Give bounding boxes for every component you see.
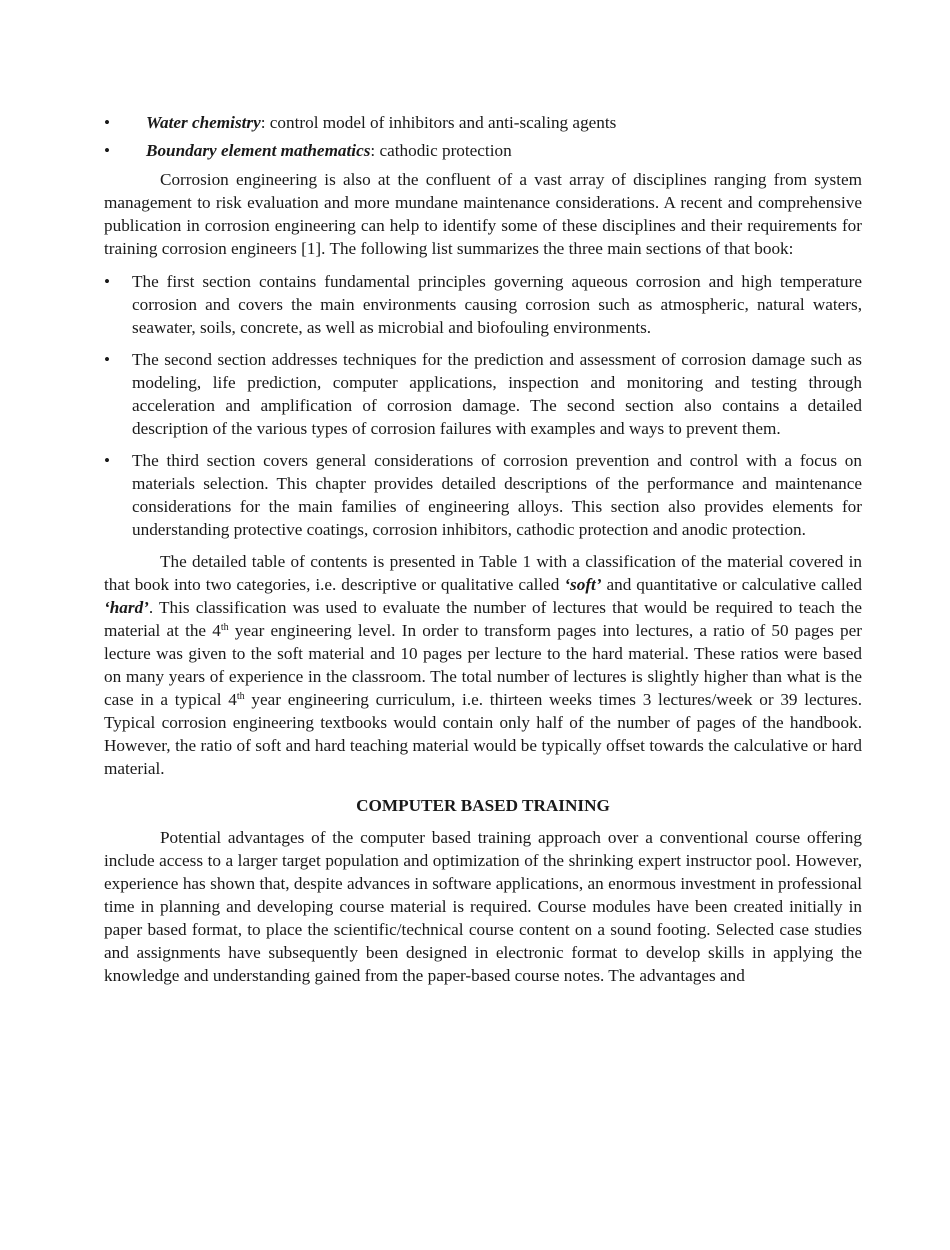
- book-sections-list: [104, 270, 862, 541]
- bullet-icon: •: [104, 272, 111, 291]
- discipline-list: [104, 111, 862, 162]
- bullet-icon: •: [104, 451, 111, 470]
- superscript: th: [236, 691, 245, 702]
- bullet-icon: •: [104, 113, 111, 132]
- list-item: [104, 111, 862, 134]
- document-page: [104, 111, 862, 997]
- list-term: Boundary element mathematics: [146, 141, 371, 160]
- bullet-icon: •: [104, 350, 111, 369]
- list-item: [104, 449, 862, 541]
- paragraph-intro: Corrosion engineering is also at the confluent of a vast array of disciplines ranging from system management to risk evaluation and more mundane maintenance considerations. A recent and comprehensive publication in corrosion engineering can help to identify some of these disciplines and their requirements for training corrosion engineers [1]. The following list summarizes the three main sections of that book:: [104, 170, 862, 258]
- hard-term: ‘hard’: [104, 598, 149, 617]
- text-run: and quantitative or calculative called: [601, 575, 862, 594]
- text-run: . This classification was used to evaluate the number of lectures that would be required to teach the material at the 4: [104, 598, 862, 640]
- list-text: The second section addresses techniques for the prediction and assessment of corrosion damage such as modeling, life prediction, computer applications, inspection and monitoring and testing through acceleration and amplification of corrosion damage. The second section also contains a detailed description of the various types of corrosion failures with examples and ways to prevent them.: [132, 350, 862, 438]
- section-heading: COMPUTER BASED TRAINING: [356, 796, 610, 815]
- list-term: Water chemistry: [146, 113, 261, 132]
- list-item: [104, 139, 862, 162]
- soft-term: ‘soft’: [564, 575, 602, 594]
- list-text: : control model of inhibitors and anti-scaling agents: [260, 113, 617, 132]
- superscript: th: [220, 622, 229, 633]
- list-item: [104, 348, 862, 440]
- paragraph-table-of-contents: [104, 550, 862, 780]
- list-text: The first section contains fundamental principles governing aqueous corrosion and high temperature corrosion and covers the main environments causing corrosion such as atmospheric, natural waters, seawater, soils, concrete, as well as microbial and biofouling environments.: [132, 272, 862, 337]
- list-text: : cathodic protection: [370, 141, 512, 160]
- bullet-icon: •: [104, 141, 111, 160]
- text-run: year engineering curriculum, i.e. thirteen weeks times 3 lectures/week or 39 lectures. Typical corrosion engineering textbooks would contain only half of the number of pages of the handbook. However, the ratio of soft and hard teaching material would be typically offset towards the calculative or hard material.: [104, 690, 862, 778]
- text-run: The detailed table of contents is presented in Table 1 with a classification of the material covered in that book into two categories, i.e. descriptive or qualitative called: [104, 552, 862, 594]
- list-text: The third section covers general considerations of corrosion prevention and control with a focus on materials selection. This chapter provides detailed descriptions of the performance and maintenance considerations for the main families of engineering alloys. This section also provides elements for understanding protective coatings, corrosion inhibitors, cathodic protection and anodic protection.: [132, 451, 862, 539]
- text-run: year engineering level. In order to transform pages into lectures, a ratio of 50 pages per lecture was given to the soft material and 10 pages per lecture to the hard material. These ratios were based on many years of experience in the classroom. The total number of lectures is slightly higher than what is the case in a typical 4: [104, 621, 862, 709]
- list-item: [104, 270, 862, 339]
- paragraph-computer-based-training: Potential advantages of the computer based training approach over a conventional course offering include access to a larger target population and optimization of the shrinking expert instructor pool. However, experience has shown that, despite advances in software applications, an enormous investment in professional time in planning and developing course material is required. Course modules have been created initially in paper based format, to place the scientific/technical course content on a sound footing. Selected case studies and assignments have subsequently been designed in electronic format to develop skills in applying the knowledge and understanding gained from the paper-based course notes. The advantages and: [104, 828, 862, 985]
